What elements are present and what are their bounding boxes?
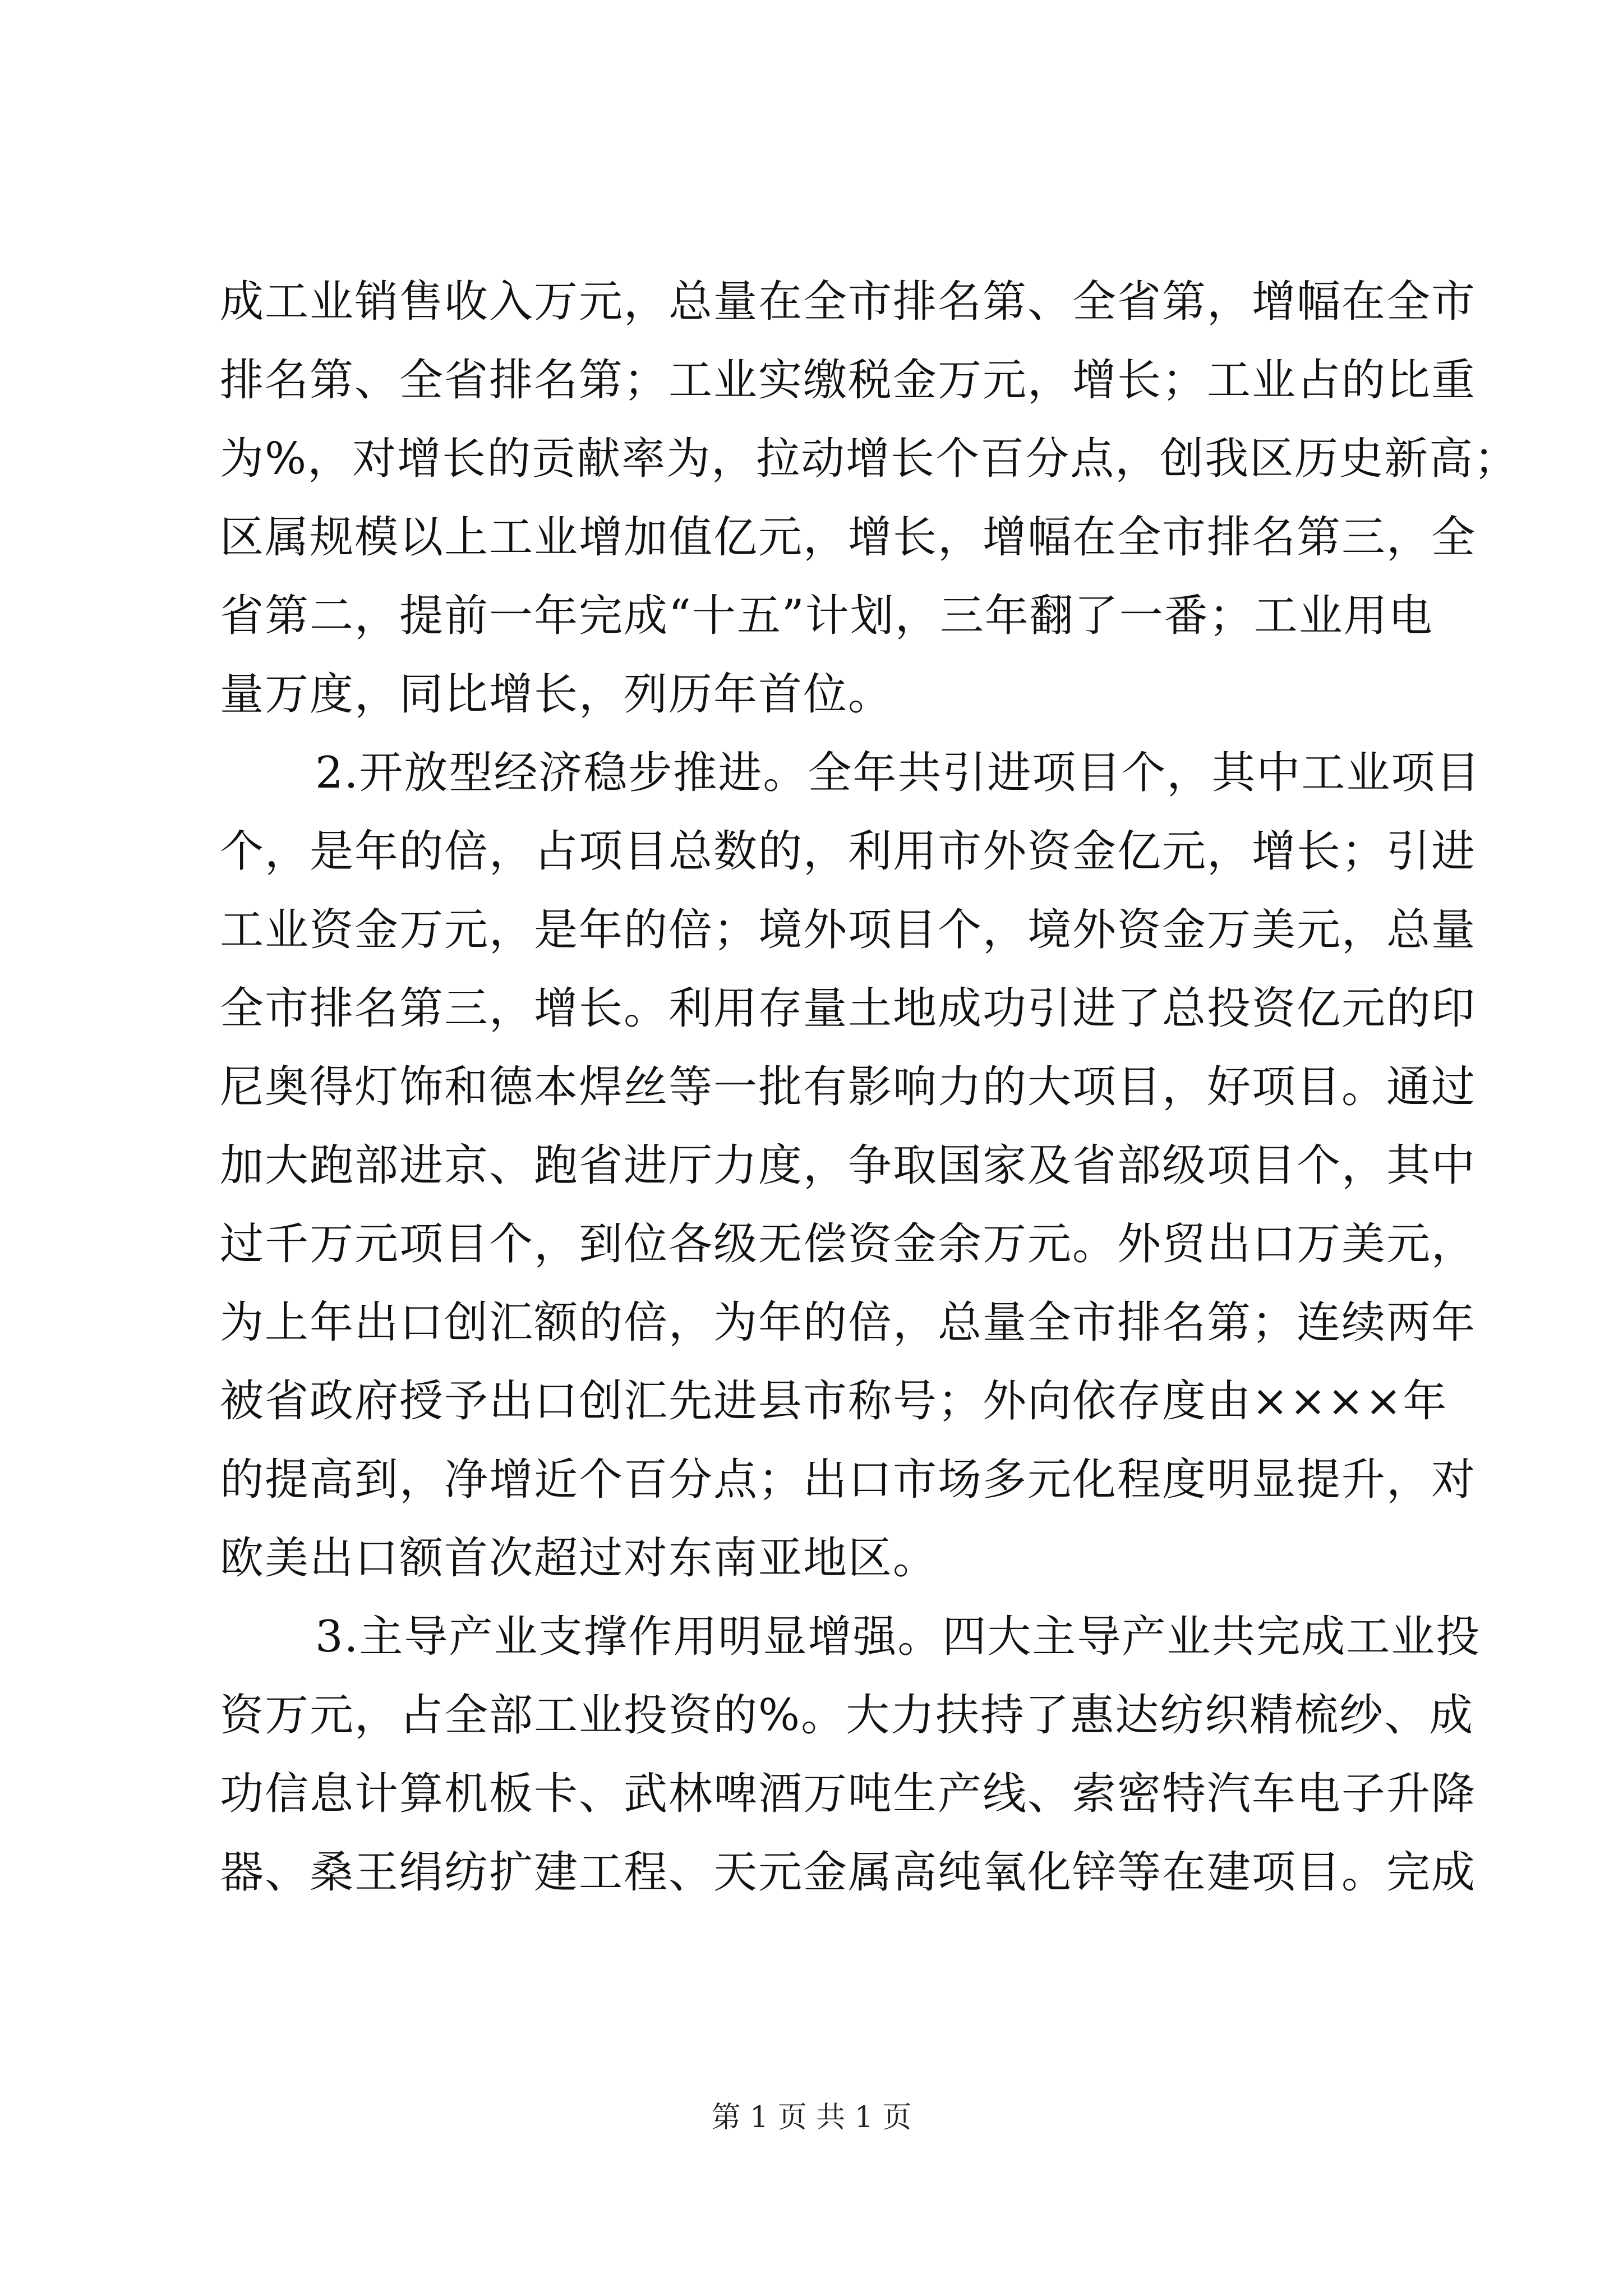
text-line: 加大跑部进京、跑省进厅力度，争取国家及省部级项目个，其中	[220, 1140, 1477, 1191]
text-line: 区属规模以上工业增加值亿元，增长，增幅在全市排名第三，全	[220, 512, 1477, 563]
text-line: 成工业销售收入万元，总量在全市排名第、全省第，增幅在全市	[220, 277, 1477, 327]
text-line: 为%，对增长的贡献率为，拉动增长个百分点，创我区历史新高；	[220, 434, 1519, 484]
text-line: 过千万元项目个，到位各级无偿资金余万元。外贸出口万美元，	[220, 1219, 1477, 1269]
text-line: 资万元，占全部工业投资的%。大力扶持了惠达纺织精梳纱、成	[220, 1690, 1474, 1741]
text-line: 尼奥得灯饰和德本焊丝等一批有影响力的大项目，好项目。通过	[220, 1062, 1477, 1112]
page-number-footer: 第 1 页 共 1 页	[711, 2101, 912, 2134]
paragraph-start-line: 2.开放型经济稳步推进。全年共引进项目个，其中工业项目	[315, 748, 1481, 798]
text-line: 的提高到，净增近个百分点；出口市场多元化程度明显提升，对	[220, 1455, 1477, 1505]
text-line: 功信息计算机板卡、武林啤酒万吨生产线、索密特汽车电子升降	[220, 1769, 1477, 1819]
text-line: 为上年出口创汇额的倍，为年的倍，总量全市排名第；连续两年	[220, 1297, 1477, 1348]
document-body	[220, 263, 1519, 1912]
text-line: 省第二，提前一年完成“十五”计划，三年翻了一番；工业用电	[220, 591, 1433, 641]
paragraph-start-line: 3.主导产业支撑作用明显增强。四大主导产业共完成工业投	[315, 1612, 1481, 1662]
text-line: 排名第、全省排名第；工业实缴税金万元，增长；工业占的比重	[220, 355, 1477, 406]
text-line: 个，是年的倍，占项目总数的，利用市外资金亿元，增长；引进	[220, 826, 1477, 877]
text-line: 欧美出口额首次超过对东南亚地区。	[220, 1533, 938, 1584]
text-line: 全市排名第三，增长。利用存量土地成功引进了总投资亿元的印	[220, 983, 1477, 1034]
text-line: 器、桑王绢纺扩建工程、天元金属高纯氧化锌等在建项目。完成	[220, 1847, 1477, 1898]
text-line: 被省政府授予出口创汇先进县市称号；外向依存度由××××年	[220, 1376, 1448, 1427]
text-line: 工业资金万元，是年的倍；境外项目个，境外资金万美元，总量	[220, 905, 1477, 955]
text-line: 量万度，同比增长，列历年首位。	[220, 669, 893, 720]
